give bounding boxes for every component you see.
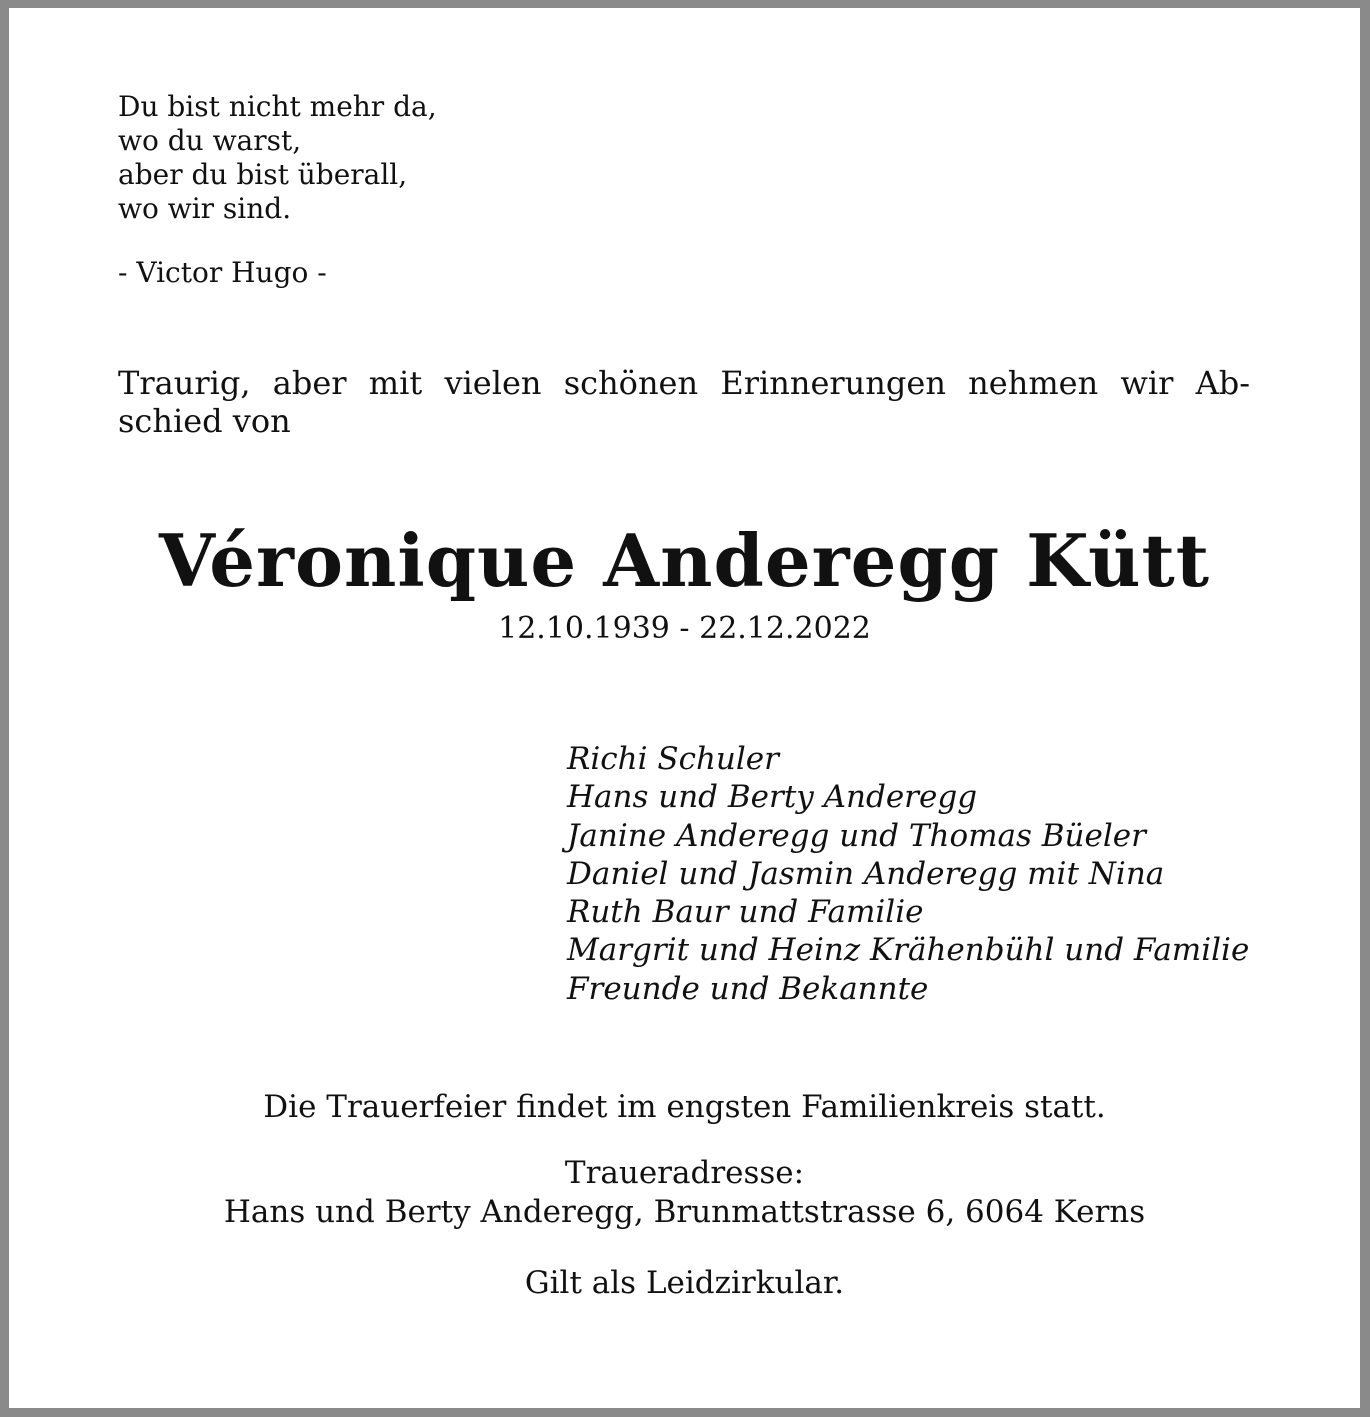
poem-attribution: - Victor Hugo - — [118, 256, 327, 289]
mourner-entry: Freunde und Bekannte — [567, 970, 929, 1007]
life-dates: 12.10.1939 - 22.12.2022 — [498, 611, 871, 646]
mourner-entry: Janine Anderegg und Thomas Büeler — [567, 817, 1146, 854]
address-label: Traueradresse: — [564, 1155, 805, 1191]
intro-line: schied von — [118, 402, 291, 440]
mourners-list — [567, 740, 1249, 1008]
obituary-page — [9, 8, 1360, 1408]
mourner-entry: Ruth Baur und Familie — [567, 894, 924, 931]
intro-text — [118, 364, 1250, 440]
mourner-entry: Daniel und Jasmin Anderegg mit Nina — [567, 855, 1165, 892]
poem-line: wo du warst, — [118, 124, 302, 157]
poem-line: wo wir sind. — [118, 192, 292, 225]
intro-line: Traurig, aber mit vielen schönen Erinnerungen nehmen wir Ab- — [118, 364, 1250, 402]
poem-line: Du bist nicht mehr da, — [118, 90, 437, 123]
poem-line: aber du bist überall, — [118, 158, 408, 191]
ceremony-notice: Die Trauerfeier findet im engsten Familienkreis statt. — [263, 1089, 1106, 1125]
mourning-address: Hans und Berty Anderegg, Brunmattstrasse 6, 6064 Kerns — [223, 1194, 1146, 1230]
poem — [118, 90, 437, 226]
circular-notice: Gilt als Leidzirkular. — [524, 1265, 845, 1301]
mourner-entry: Richi Schuler — [567, 741, 779, 777]
mourner-entry: Hans und Berty Anderegg — [567, 779, 978, 816]
mourner-entry: Margrit und Heinz Krähenbühl und Familie — [567, 932, 1250, 969]
deceased-name: Véronique Anderegg Kütt — [158, 518, 1210, 603]
